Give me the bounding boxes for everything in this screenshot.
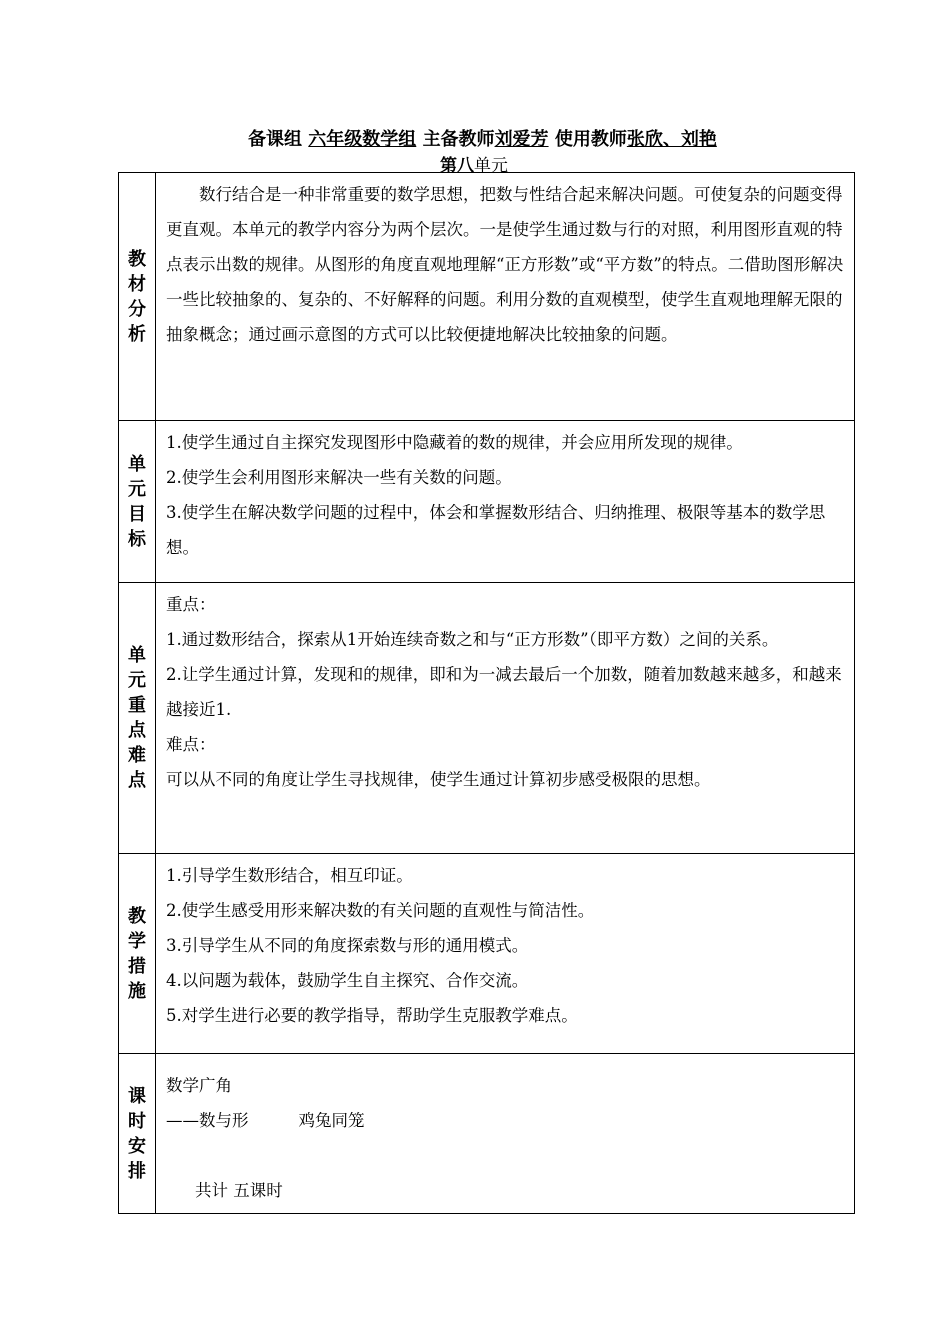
header-prefix-teachers: 使用教师	[554, 129, 627, 150]
schedule-topic: ——数与形	[166, 1111, 249, 1130]
content-key-difficult-points	[156, 583, 855, 854]
header-main-teacher: 刘爱芳	[494, 129, 549, 150]
header-group: 六年级数学组	[308, 129, 417, 150]
unit-ordinal-text: 第八	[440, 156, 474, 176]
label-char: 教	[128, 248, 146, 270]
material-analysis-paragraph: 数行结合是一种非常重要的数学思想，把数与性结合起来解决问题。可使复杂的问题变得更直观。本单元的教学内容分为两个层次。一是使学生通过数与行的对照，利用图形直观的特点表示出数的规律。从图形的角度直观地理解“正方形数”或“平方数”的特点。二借助图形解决一些比较抽象的、复杂的、不好解释的问题。利用分数的直观模型，使学生直观地理解无限的抽象概念；通过画示意图的方式可以比较便捷地解决比较抽象的问题。	[166, 185, 844, 344]
header-prefix-group: 备课组	[248, 129, 302, 150]
content-material-analysis	[156, 173, 855, 421]
row-unit-goals	[119, 421, 855, 583]
goal-item: 1.使学生通过自主探究发现图形中隐藏着的数的规律，并会应用所发现的规律。	[166, 433, 743, 452]
unit-suffix: 单元	[474, 156, 508, 176]
goal-item: 2.使学生会利用图形来解决一些有关数的问题。	[166, 468, 512, 487]
label-char: 分	[128, 298, 146, 320]
label-char: 措	[128, 955, 146, 977]
row-key-difficult-points	[119, 583, 855, 854]
label-char: 点	[128, 770, 146, 791]
key-point-item: 1.通过数形结合，探索从1开始连续奇数之和与“正方形数”（即平方数）之间的关系。	[166, 630, 779, 649]
lesson-plan-table	[118, 172, 855, 1214]
label-char: 元	[128, 478, 146, 500]
row-schedule	[119, 1054, 855, 1214]
content-unit-goals	[156, 421, 855, 583]
label-char: 安	[128, 1135, 146, 1157]
label-char: 课	[128, 1085, 146, 1107]
header-line	[248, 125, 950, 151]
label-char: 排	[128, 1160, 146, 1182]
label-char: 重	[128, 695, 146, 716]
content-teaching-measures	[156, 854, 855, 1054]
goal-item: 3.使学生在解决数学问题的过程中，体会和掌握数形结合、归纳推理、极限等基本的数学思想。	[166, 503, 826, 557]
difficult-point-item: 可以从不同的角度让学生寻找规律，使学生通过计算初步感受极限的思想。	[166, 770, 711, 789]
label-char: 元	[128, 670, 146, 691]
content-schedule	[156, 1054, 855, 1214]
label-char: 目	[128, 503, 146, 525]
label-char: 析	[128, 323, 146, 345]
spacer	[166, 1138, 846, 1173]
label-char: 教	[128, 905, 146, 927]
schedule-total: 共计 五课时	[195, 1181, 283, 1200]
row-teaching-measures	[119, 854, 855, 1054]
label-char: 单	[128, 453, 146, 475]
measure-item: 5.对学生进行必要的教学指导，帮助学生克服教学难点。	[166, 1006, 578, 1025]
header-prefix-main-teacher: 主备教师	[422, 129, 495, 150]
label-char: 单	[128, 645, 146, 666]
label-key-difficult-points	[119, 583, 156, 854]
measure-item: 1.引导学生数形结合，相互印证。	[166, 866, 413, 885]
label-schedule	[119, 1054, 156, 1214]
row-material-analysis	[119, 173, 855, 421]
measure-item: 2.使学生感受用形来解决数的有关问题的直观性与简洁性。	[166, 901, 595, 920]
schedule-title: 数学广角	[166, 1076, 232, 1095]
label-char: 学	[128, 930, 146, 952]
header-teachers: 张欣、刘艳	[626, 129, 717, 150]
schedule-topic: 鸡兔同笼	[298, 1111, 365, 1130]
label-char: 施	[128, 980, 146, 1002]
label-char: 材	[128, 273, 146, 295]
label-material-analysis	[119, 173, 156, 421]
difficult-points-heading: 难点：	[166, 735, 216, 754]
label-char: 点	[128, 720, 146, 741]
key-point-item: 2.让学生通过计算，发现和的规律，即和为一减去最后一个加数，随着加数越来越多，和越来越接近1.	[166, 665, 842, 719]
measure-item: 3.引导学生从不同的角度探索数与形的通用模式。	[166, 936, 529, 955]
schedule-topics	[166, 1103, 846, 1138]
key-points-heading: 重点：	[166, 595, 216, 614]
label-teaching-measures	[119, 854, 156, 1054]
label-char: 标	[128, 528, 146, 550]
measure-item: 4.以问题为载体，鼓励学生自主探究、合作交流。	[166, 971, 529, 990]
label-unit-goals	[119, 421, 156, 583]
label-char: 时	[128, 1110, 146, 1132]
label-char: 难	[128, 745, 146, 766]
